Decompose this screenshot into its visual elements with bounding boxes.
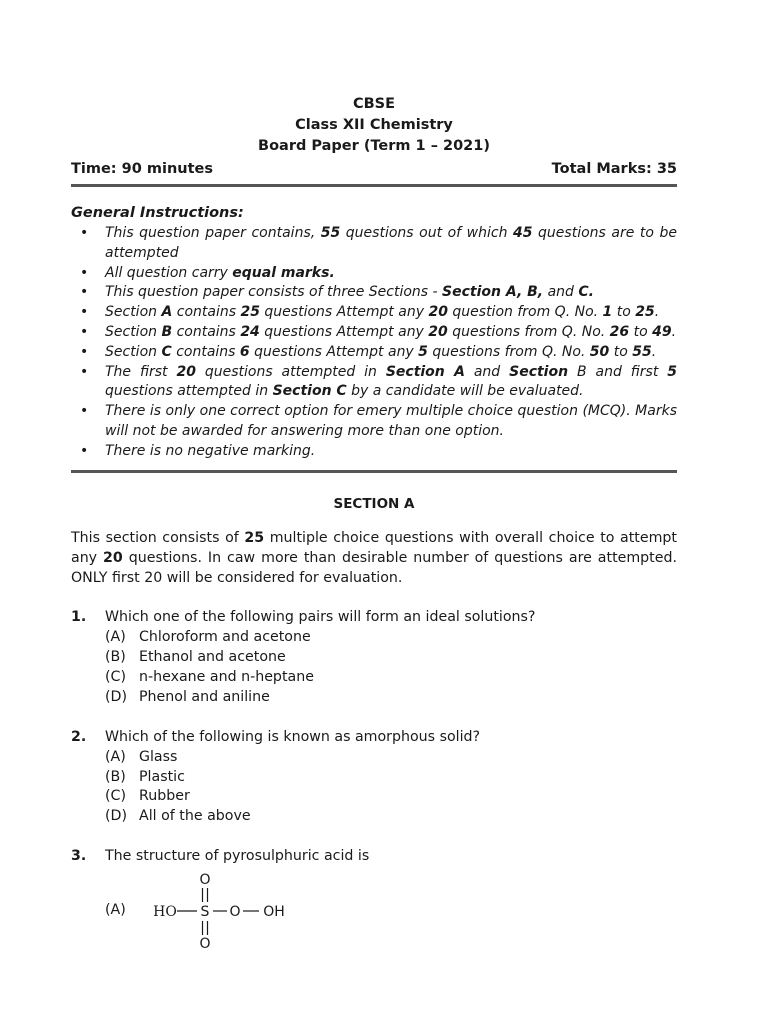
instruction-item xyxy=(105,303,677,323)
question-number: 2. xyxy=(71,728,87,745)
options-list xyxy=(105,748,677,828)
intro-text: multiple choice questions with overall choice to attempt any xyxy=(71,529,677,566)
instruction-text: There is no negative marking. xyxy=(105,442,316,459)
instruction-emphasis: Section C xyxy=(272,383,347,400)
intro-text: This section consists of xyxy=(71,529,245,546)
instruction-text: to xyxy=(609,343,633,360)
instruction-text: and xyxy=(543,284,579,301)
instruction-emphasis: 55 xyxy=(320,225,341,241)
instruction-emphasis: Section xyxy=(509,363,569,380)
instruction-text: contains xyxy=(172,304,241,321)
instruction-text: questions are to be attempted xyxy=(105,225,677,261)
atom-oh: OH xyxy=(263,904,285,921)
instruction-text: B and first xyxy=(568,363,668,380)
option-label: (C) xyxy=(105,788,126,805)
option-label: (A) xyxy=(105,902,126,919)
instruction-text: Section xyxy=(105,323,162,340)
answer-option xyxy=(105,688,677,708)
instruction-emphasis: 5 xyxy=(667,363,677,380)
question xyxy=(71,608,677,708)
question-number: 3. xyxy=(71,848,87,865)
instruction-text: Section xyxy=(105,304,162,321)
time-marks-row xyxy=(71,159,677,180)
instruction-item xyxy=(105,402,677,442)
instruction-emphasis: 49 xyxy=(652,323,672,340)
instruction-text: questions Attempt any xyxy=(249,343,419,360)
instruction-item xyxy=(105,442,677,462)
atom-o-top: O xyxy=(199,872,211,889)
question xyxy=(71,728,677,828)
instruction-emphasis: 25 xyxy=(635,304,655,321)
option-text: Phenol and aniline xyxy=(139,688,270,705)
intro-emphasis: 20 xyxy=(103,549,123,566)
instruction-text: by a candidate will be evaluated. xyxy=(346,383,584,400)
instruction-text: to xyxy=(629,323,653,340)
instruction-emphasis: 20 xyxy=(176,363,196,380)
option-text: Ethanol and acetone xyxy=(139,648,286,665)
instruction-text: and xyxy=(464,363,510,380)
atom-o-bottom: O xyxy=(199,936,211,952)
header-divider xyxy=(71,184,677,187)
instruction-text: contains xyxy=(171,343,240,360)
instruction-item xyxy=(105,264,677,284)
answer-option xyxy=(105,748,677,768)
instruction-emphasis: B xyxy=(161,323,173,340)
instruction-emphasis: Section A, B, xyxy=(442,284,544,301)
option-label: (B) xyxy=(105,768,126,785)
exam-page xyxy=(71,94,677,951)
instruction-emphasis: C xyxy=(161,343,172,360)
option-text: Plastic xyxy=(139,768,185,785)
options-list xyxy=(105,628,677,708)
instruction-text: This question paper consists of three Sections - xyxy=(105,284,443,301)
atom-ho: HO xyxy=(153,904,177,921)
instructions-divider xyxy=(71,470,677,473)
instruction-text: There is only one correct option for emery multiple choice question (MCQ). Marks will not be awarded for answering more than one option. xyxy=(105,403,677,439)
instruction-text: questions out of which xyxy=(340,225,513,241)
question-number: 1. xyxy=(71,609,87,626)
instruction-emphasis: Section A xyxy=(385,363,465,380)
instruction-text: . xyxy=(651,343,657,360)
atom-s: S xyxy=(200,904,210,921)
questions-list xyxy=(71,608,677,951)
instruction-emphasis: 50 xyxy=(589,343,610,360)
instruction-item xyxy=(105,224,677,264)
instruction-emphasis: C. xyxy=(578,284,594,301)
option-label: (A) xyxy=(105,748,126,765)
instruction-item xyxy=(105,283,677,303)
instruction-text: Section xyxy=(105,343,162,360)
total-marks: Total Marks: 35 xyxy=(551,161,677,177)
instructions-list xyxy=(71,224,677,462)
instruction-item xyxy=(105,343,677,363)
atom-o-bridge: O xyxy=(229,904,241,921)
instruction-emphasis: 25 xyxy=(240,304,260,321)
option-text: Rubber xyxy=(139,788,190,805)
instruction-text: questions from Q. No. xyxy=(427,343,590,360)
question-stem xyxy=(71,728,677,748)
instruction-text: question from Q. No. xyxy=(447,304,603,321)
section-intro xyxy=(71,528,677,589)
paper-title: Board Paper (Term 1 – 2021) xyxy=(258,138,490,154)
question-text: The structure of pyrosulphuric acid is xyxy=(105,848,370,865)
instruction-emphasis: 55 xyxy=(632,343,652,360)
instruction-emphasis: 45 xyxy=(513,225,533,241)
instruction-emphasis: 5 xyxy=(418,343,428,360)
question-stem xyxy=(71,847,677,867)
instruction-emphasis: 24 xyxy=(240,323,260,340)
instruction-text: to xyxy=(612,304,636,321)
instruction-emphasis: equal marks. xyxy=(232,264,335,281)
question-stem xyxy=(71,608,677,628)
answer-option xyxy=(105,787,677,807)
instruction-emphasis: 26 xyxy=(609,323,630,340)
option-text: Glass xyxy=(139,748,178,765)
board-name: CBSE xyxy=(352,96,396,112)
option-label: (D) xyxy=(105,808,127,825)
paper-header xyxy=(71,94,677,157)
instruction-text: The first xyxy=(105,363,177,380)
option-label: (C) xyxy=(105,668,126,685)
instruction-emphasis: 6 xyxy=(239,343,250,360)
instruction-emphasis: 20 xyxy=(428,323,448,340)
instruction-text: . xyxy=(654,304,660,321)
instruction-text: questions Attempt any xyxy=(259,323,429,340)
structure-option xyxy=(105,871,677,951)
option-text: n-hexane and n-heptane xyxy=(139,668,314,685)
instruction-text: contains xyxy=(172,323,241,340)
answer-option xyxy=(105,768,677,788)
intro-emphasis: 25 xyxy=(244,529,265,546)
option-label: (D) xyxy=(105,688,127,705)
class-subject: Class XII Chemistry xyxy=(295,117,453,133)
instruction-text: . xyxy=(671,323,677,340)
instruction-emphasis: 20 xyxy=(428,304,448,321)
answer-option xyxy=(105,648,677,668)
question-text: Which of the following is known as amorphous solid? xyxy=(105,728,481,745)
question xyxy=(71,847,677,951)
option-text: Chloroform and acetone xyxy=(139,629,311,646)
option-text: All of the above xyxy=(139,808,251,825)
intro-text: questions. In caw more than desirable number of questions are attempted. ONLY first 20 will be considered for evaluation. xyxy=(71,549,677,586)
instruction-text: All question carry xyxy=(105,264,233,281)
option-label: (B) xyxy=(105,648,126,665)
time-allowed: Time: 90 minutes xyxy=(71,161,213,177)
instruction-text: questions from Q. No. xyxy=(447,323,610,340)
instruction-emphasis: 1 xyxy=(602,304,613,321)
instruction-text: questions attempted in xyxy=(105,383,273,400)
question-text: Which one of the following pairs will form an ideal solutions? xyxy=(105,609,536,626)
section-title: SECTION A xyxy=(333,495,415,512)
instruction-text: questions attempted in xyxy=(195,363,386,380)
answer-option xyxy=(105,807,677,827)
answer-option xyxy=(105,668,677,688)
chemical-structure xyxy=(153,871,293,951)
instruction-item xyxy=(105,323,677,343)
instruction-text: questions Attempt any xyxy=(259,304,429,321)
instruction-item xyxy=(105,363,677,403)
instruction-emphasis: A xyxy=(161,304,173,321)
option-label: (A) xyxy=(105,629,126,646)
instructions-title: General Instructions: xyxy=(71,205,244,221)
answer-option xyxy=(105,628,677,648)
instruction-text: This question paper contains, xyxy=(105,225,321,241)
